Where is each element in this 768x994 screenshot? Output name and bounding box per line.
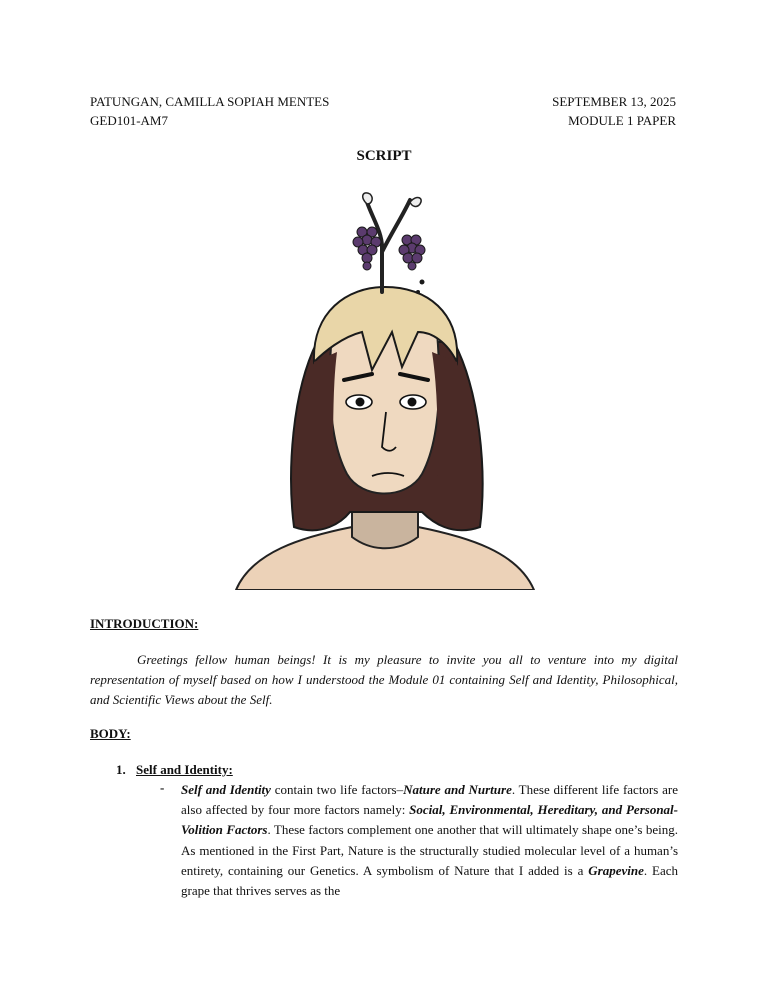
vine-leaf-right <box>410 198 421 207</box>
term-self-and-identity: Self and Identity <box>181 782 271 797</box>
header-left <box>90 92 329 130</box>
paper-date: SEPTEMBER 13, 2025 <box>552 94 676 109</box>
list-item-self-and-identity <box>116 762 233 778</box>
module-label: MODULE 1 PAPER <box>568 113 676 128</box>
course-code: GED101-AM7 <box>90 113 168 128</box>
term-factors: Social, Environmental, Hereditary, and Personal-Volition Factors <box>181 802 678 838</box>
para-text-4: . Each grape that thrives serves as the <box>181 862 678 899</box>
self-portrait-illustration <box>232 192 538 590</box>
list-item-number: 1. <box>116 762 126 777</box>
grape-cluster-left <box>353 227 381 270</box>
author-name: PATUNGAN, CAMILLA SOPIAH MENTES <box>90 94 330 109</box>
para-text-2: . These different life factors are also affected by four more factors namely: <box>181 782 678 818</box>
self-identity-paragraph <box>181 780 678 901</box>
introduction-heading: INTRODUCTION: <box>90 616 199 631</box>
term-nature-and-nurture: Nature and Nurture <box>403 782 512 797</box>
para-text-3: . These factors complement one another that will ultimately shape one’s being. As mentioned in the First Part, Nature is the structurally studied molecular level of a human’s entirety, containing our Genetics. A symbolism of Nature that I added is a <box>181 822 678 878</box>
page-title: SCRIPT <box>356 148 412 164</box>
header-right <box>552 92 676 130</box>
body-heading: BODY: <box>90 726 131 741</box>
list-item-title: Self and Identity: <box>136 762 233 777</box>
grape-cluster-right <box>399 235 425 270</box>
face-shape <box>330 332 439 494</box>
para-text-1: contain two life factors– <box>270 782 404 797</box>
vine-leaf-left <box>363 193 372 204</box>
introduction-paragraph: Greetings fellow human beings! It is my pleasure to invite you all to venture into my digital representation of myself based on how I understood the Module 01 containing Self and Identity, Philosophical, and Scientific Views about the Self. <box>90 652 678 707</box>
term-grapevine: Grapevine <box>588 862 644 878</box>
bullet-dash: - <box>160 780 165 795</box>
